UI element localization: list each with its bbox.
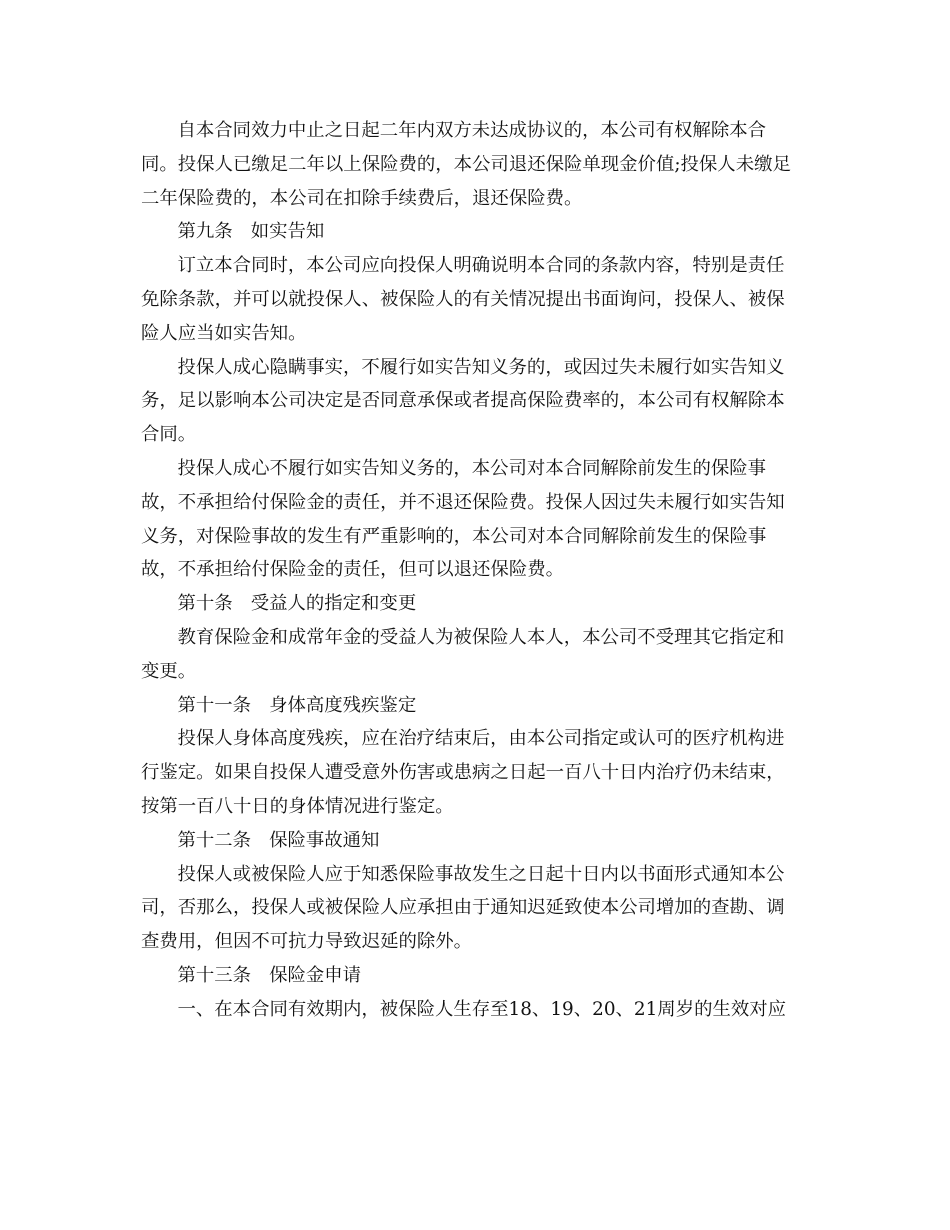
paragraph-line: 务，足以影响本公司决定是否同意承保或者提高保险费率的，本公司有权解除本 [141,390,785,412]
paragraph-line: 投保人成心隐瞒事实，不履行如实告知义务的，或因过失未履行如实告知义 [177,356,785,378]
paragraph-line: 投保人身体高度残疾，应在治疗结束后，由本公司指定或认可的医疗机构进 [177,728,785,750]
article-heading-12 [141,824,806,858]
paragraph-line: 投保人成心不履行如实告知义务的，本公司对本合同解除前发生的保险事 [177,457,767,479]
paragraph-line: 合同。 [141,424,197,446]
paragraph-line: 二年保险费的，本公司在扣除手续费后，退还保险费。 [141,187,583,209]
article-heading-11 [141,689,806,723]
article-number: 第十条 [177,593,233,615]
paragraph-line: 义务，对保险事故的发生有严重影响的，本公司对本合同解除前发生的保险事 [141,525,767,547]
article-title: 保险金申请 [269,964,362,986]
paragraph-line: 险人应当如实告知。 [141,322,307,344]
document-body [141,114,806,1027]
paragraph-line: 故，不承担给付保险金的责任，但可以退还保险费。 [141,559,564,581]
article-title: 身体高度残疾鉴定 [269,694,417,716]
article-title: 保险事故通知 [269,829,380,851]
paragraph-line: 同。投保人已缴足二年以上保险费的，本公司退还保险单现金价值;投保人未缴足 [141,153,791,175]
paragraph-line: 自本合同效力中止之日起二年内双方未达成协议的，本公司有权解除本合 [177,120,767,141]
paragraph-line: 投保人或被保险人应于知悉保险事故发生之日起十日内以书面形式通知本公 [177,863,785,885]
paragraph-line: 查费用，但因不可抗力导致迟延的除外。 [141,931,473,953]
article-title: 如实告知 [250,221,325,243]
article-number: 第九条 [177,221,233,243]
article-heading-9 [141,215,806,249]
paragraph-line: 故，不承担给付保险金的责任，并不退还保险费。投保人因过失未履行如实告知 [141,491,785,513]
article-heading-13 [141,959,806,993]
paragraph-line: 一、在本合同有效期内，被保险人生存至18、19、20、21周岁的生效对应 [177,998,787,1020]
paragraph-line: 免除条款，并可以就投保人、被保险人的有关情况提出书面询问，投保人、被保 [141,288,785,310]
article-number: 第十二条 [177,829,252,851]
article-heading-10 [141,587,806,621]
paragraph-line: 行鉴定。如果自投保人遭受意外伤害或患病之日起一百八十日内治疗仍未结束， [141,762,785,784]
article-title: 受益人的指定和变更 [250,593,417,615]
article-number: 第十三条 [177,964,252,986]
paragraph-line: 教育保险金和成常年金的受益人为被保险人本人，本公司不受理其它指定和 [177,626,785,648]
paragraph-line: 订立本合同时，本公司应向投保人明确说明本合同的条款内容，特别是责任 [177,255,785,277]
paragraph-line: 按第一百八十日的身体情况进行鉴定。 [141,795,454,817]
article-number: 第十一条 [177,694,252,716]
paragraph-line: 司，否那么，投保人或被保险人应承担由于通知迟延致使本公司增加的查勘、调 [141,897,785,919]
paragraph-line: 变更。 [141,660,197,682]
